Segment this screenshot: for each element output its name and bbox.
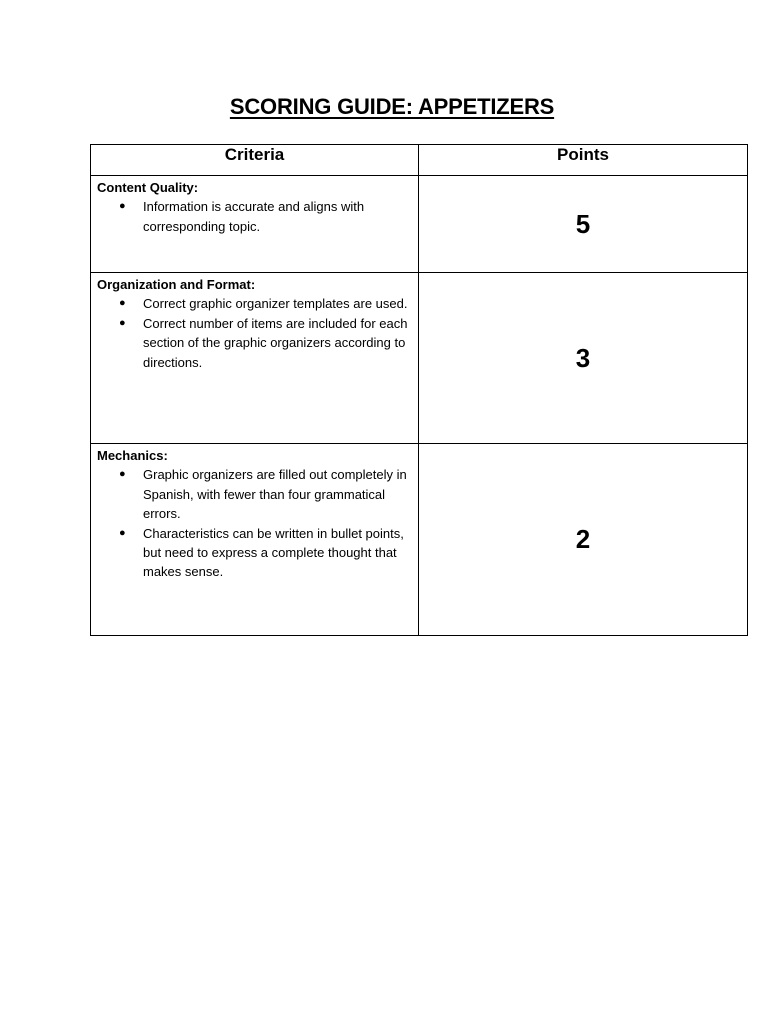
criteria-header: Criteria [91,145,419,176]
points-value: 5 [419,176,748,273]
bullet-icon: ● [119,200,126,213]
list-item [97,314,412,372]
points-header: Points [419,145,748,176]
bullet-icon: ● [119,526,126,539]
table-row [91,444,748,636]
criteria-heading: Organization and Format: [97,277,256,292]
list-item [97,465,412,523]
scoring-table [90,144,748,636]
criteria-list [97,197,412,236]
points-value: 3 [419,273,748,444]
bullet-text: Correct graphic organizer templates are used. [143,296,408,312]
list-item [97,294,412,313]
table-row [91,176,748,273]
bullet-text: Correct number of items are included for each section of the graphic organizers according to directions. [143,315,408,370]
criteria-list [97,294,412,372]
list-item [97,524,412,582]
table-row [91,273,748,444]
list-item [97,197,412,236]
criteria-heading: Mechanics: [97,448,168,463]
bullet-text: Information is accurate and aligns with corresponding topic. [143,199,365,234]
criteria-heading: Content Quality: [97,180,199,195]
table-header-row [91,145,748,176]
criteria-list [97,465,412,581]
bullet-icon: ● [119,468,126,481]
criteria-cell [91,444,419,636]
criteria-cell [91,273,419,444]
bullet-text: Characteristics can be written in bullet points, but need to express a complete thought that makes sense. [143,525,404,580]
bullet-icon: ● [119,297,126,310]
criteria-cell [91,176,419,273]
page-title: SCORING GUIDE: APPETIZERS [229,94,555,119]
bullet-text: Graphic organizers are filled out completely in Spanish, with fewer than four grammatical errors. [143,467,407,522]
bullet-icon: ● [119,316,126,329]
points-value: 2 [419,444,748,636]
